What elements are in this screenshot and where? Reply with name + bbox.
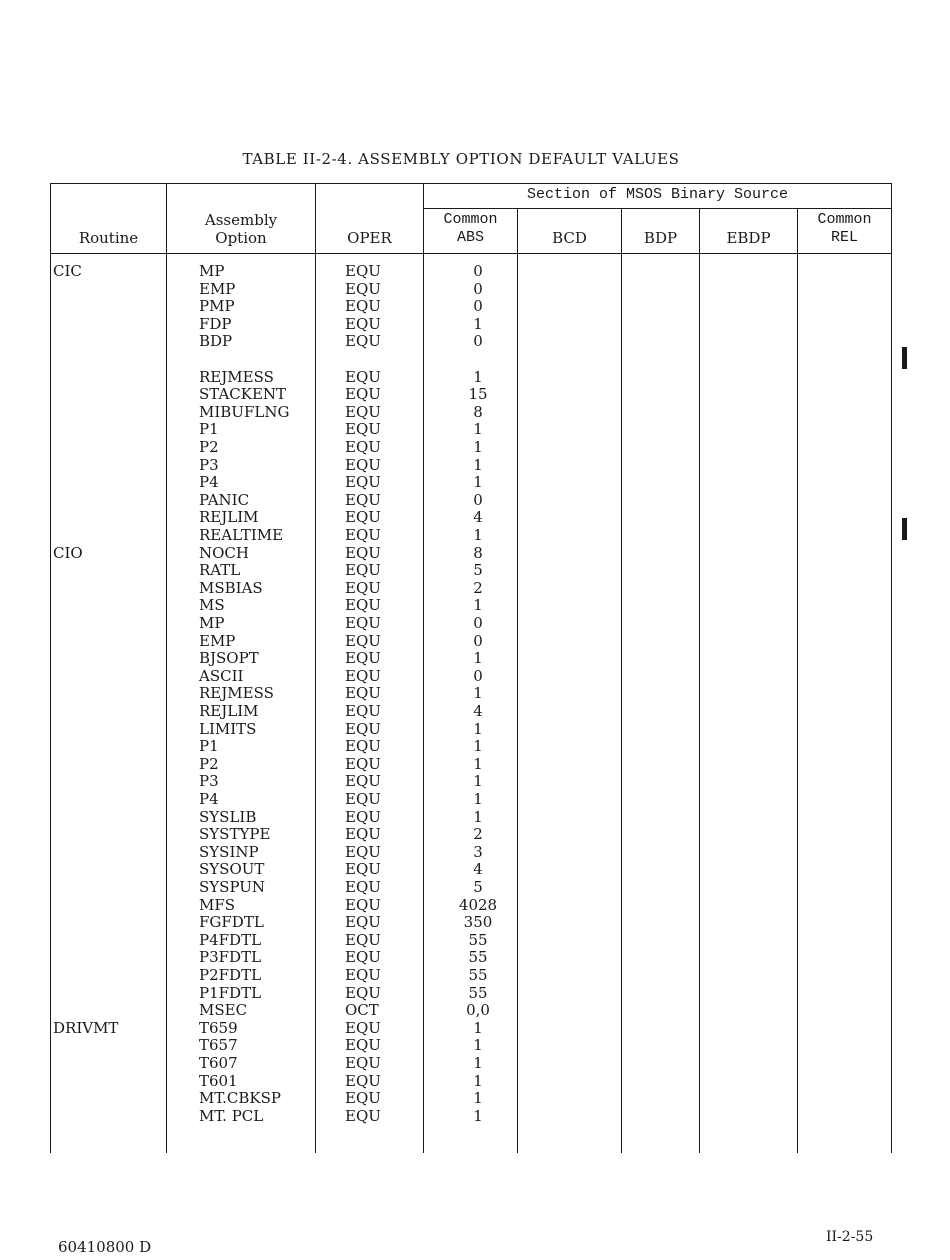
- cell-assembly-option: P1: [199, 420, 219, 439]
- cell-common-abs: 1: [473, 1036, 483, 1055]
- cell-common-abs: 4028: [458, 895, 498, 914]
- cell-assembly-option: ASCII: [199, 666, 244, 685]
- cell-oper: EQU: [345, 790, 381, 808]
- header-assembly-option-line1: Assembly: [204, 211, 278, 229]
- cell-common-abs: 0: [473, 631, 483, 650]
- cell-oper: EQU: [345, 596, 381, 615]
- cell-common-abs: 1: [473, 438, 483, 456]
- cell-oper: EQU: [345, 1018, 381, 1037]
- cell-common-abs: 1: [473, 1054, 483, 1072]
- cell-oper: EQU: [345, 842, 381, 861]
- cell-oper: EQU: [345, 314, 381, 333]
- cell-oper: EQU: [345, 895, 381, 914]
- cell-common-abs: 1: [473, 367, 483, 386]
- cell-common-abs: 0: [473, 666, 483, 685]
- cell-common-abs: 1: [473, 737, 483, 756]
- cell-assembly-option: REJMESS: [199, 684, 274, 703]
- change-bar: [902, 518, 907, 540]
- cell-assembly-option: NOCH: [199, 543, 249, 562]
- cell-common-abs: 0: [473, 614, 483, 632]
- cell-common-abs: 1: [473, 1071, 483, 1090]
- cell-assembly-option: SYSPUN: [199, 878, 266, 896]
- cell-common-abs: 1: [473, 684, 483, 703]
- cell-common-abs: 3: [473, 842, 483, 861]
- cell-oper: EQU: [345, 948, 381, 967]
- cell-common-abs: 5: [473, 561, 483, 580]
- cell-assembly-option: P4FDTL: [199, 930, 262, 949]
- cell-oper: EQU: [345, 631, 381, 650]
- cell-oper: EQU: [345, 543, 381, 562]
- cell-oper: EQU: [345, 1089, 381, 1108]
- cell-oper: EQU: [345, 297, 381, 316]
- cell-oper: EQU: [345, 649, 381, 668]
- cell-common-abs: 1: [473, 1106, 483, 1125]
- cell-common-abs: 1: [473, 772, 483, 791]
- cell-common-abs: 0: [473, 279, 483, 298]
- cell-assembly-option: SYSTYPE: [199, 825, 271, 844]
- cell-assembly-option: MT. PCL: [199, 1106, 264, 1125]
- cell-common-abs: 2: [473, 825, 483, 844]
- cell-oper: EQU: [345, 561, 381, 580]
- cell-assembly-option: T601: [199, 1071, 238, 1090]
- cell-oper: OCT: [345, 1001, 379, 1020]
- cell-oper: EQU: [345, 385, 381, 404]
- cell-assembly-option: MP: [199, 262, 225, 280]
- cell-common-abs: 1: [473, 719, 483, 738]
- cell-assembly-option: P3FDTL: [199, 948, 262, 967]
- cell-oper: EQU: [345, 772, 381, 791]
- cell-common-abs: 1: [473, 473, 483, 492]
- cell-common-abs: 0: [473, 332, 483, 351]
- cell-assembly-option: BJSOPT: [199, 649, 259, 668]
- cell-common-abs: 0: [473, 262, 483, 280]
- cell-common-abs: 15: [468, 385, 488, 404]
- cell-oper: EQU: [345, 455, 381, 474]
- header-bcd: BCD: [552, 229, 587, 247]
- header-common-abs-line2: ABS: [456, 229, 484, 246]
- cell-assembly-option: T607: [199, 1054, 238, 1072]
- cell-common-abs: 55: [468, 966, 488, 984]
- cell-common-abs: 1: [473, 790, 483, 808]
- cell-assembly-option: P2FDTL: [199, 966, 262, 984]
- cell-oper: EQU: [345, 702, 381, 720]
- cell-assembly-option: P3: [199, 455, 219, 474]
- cell-assembly-option: P1: [199, 737, 219, 756]
- cell-oper: EQU: [345, 754, 381, 773]
- cell-oper: EQU: [345, 983, 381, 1002]
- cell-oper: EQU: [345, 1106, 381, 1125]
- cell-common-abs: 0: [473, 490, 483, 509]
- cell-common-abs: 1: [473, 455, 483, 474]
- cell-oper: EQU: [345, 825, 381, 844]
- cell-assembly-option: P1FDTL: [199, 983, 262, 1002]
- table-title: TABLE II-2-4. ASSEMBLY OPTION DEFAULT VALUES: [242, 150, 680, 168]
- header-oper: OPER: [347, 229, 392, 247]
- cell-common-abs: 1: [473, 1018, 483, 1037]
- cell-assembly-option: MSEC: [199, 1001, 248, 1020]
- cell-oper: EQU: [345, 737, 381, 756]
- cell-oper: EQU: [345, 1036, 381, 1055]
- cell-common-abs: 55: [468, 983, 488, 1002]
- cell-common-abs: 55: [468, 948, 488, 967]
- cell-assembly-option: T657: [199, 1036, 238, 1055]
- cell-oper: EQU: [345, 526, 381, 544]
- cell-oper: EQU: [345, 614, 381, 632]
- cell-routine: DRIVMT: [53, 1018, 119, 1037]
- cell-common-abs: 1: [473, 314, 483, 333]
- cell-oper: EQU: [345, 367, 381, 386]
- cell-oper: EQU: [345, 508, 381, 527]
- header-bdp: BDP: [643, 229, 678, 247]
- cell-oper: EQU: [345, 438, 381, 456]
- header-routine: Routine: [78, 229, 139, 247]
- header-common-abs-line1: Common: [443, 211, 498, 228]
- cell-oper: EQU: [345, 578, 381, 597]
- cell-routine: CIC: [53, 262, 82, 280]
- header-common-rel-line2: REL: [830, 229, 858, 246]
- cell-oper: EQU: [345, 878, 381, 896]
- cell-routine: CIO: [53, 543, 83, 562]
- cell-common-abs: 5: [473, 878, 483, 896]
- cell-assembly-option: FDP: [199, 314, 232, 333]
- cell-oper: EQU: [345, 684, 381, 703]
- cell-oper: EQU: [345, 420, 381, 439]
- header-assembly-option-line2: Option: [215, 229, 267, 247]
- cell-assembly-option: REJLIM: [199, 702, 259, 720]
- page-number: II-2-55: [826, 1229, 874, 1245]
- cell-oper: EQU: [345, 807, 381, 826]
- cell-common-abs: 4: [473, 702, 483, 720]
- cell-assembly-option: P2: [199, 438, 219, 456]
- cell-assembly-option: RATL: [199, 561, 241, 580]
- cell-assembly-option: MP: [199, 614, 225, 632]
- cell-assembly-option: P2: [199, 754, 219, 773]
- cell-assembly-option: SYSLIB: [199, 807, 257, 826]
- cell-common-abs: 4: [473, 860, 483, 879]
- cell-oper: EQU: [345, 666, 381, 685]
- cell-oper: EQU: [345, 473, 381, 492]
- cell-assembly-option: P4: [199, 790, 219, 808]
- cell-assembly-option: LIMITS: [199, 719, 257, 738]
- cell-common-abs: 1: [473, 754, 483, 773]
- header-assembly-option: [167, 211, 315, 247]
- cell-assembly-option: FGFDTL: [199, 913, 264, 932]
- cell-assembly-option: MS: [199, 596, 225, 615]
- document-number: 60410800 D: [58, 1238, 152, 1256]
- cell-assembly-option: PANIC: [199, 490, 250, 509]
- cell-assembly-option: REALTIME: [199, 526, 284, 544]
- cell-oper: EQU: [345, 490, 381, 509]
- cell-oper: EQU: [345, 1054, 381, 1072]
- cell-assembly-option: MIBUFLNG: [199, 402, 290, 421]
- cell-assembly-option: SYSINP: [199, 842, 259, 861]
- cell-oper: EQU: [345, 930, 381, 949]
- cell-common-abs: 4: [473, 508, 483, 527]
- cell-assembly-option: MT.CBKSP: [199, 1089, 282, 1108]
- header-common-abs: [424, 211, 517, 247]
- cell-assembly-option: BDP: [199, 332, 233, 351]
- cell-oper: EQU: [345, 332, 381, 351]
- cell-assembly-option: T659: [199, 1018, 238, 1037]
- cell-assembly-option: MFS: [199, 895, 236, 914]
- cell-common-abs: 8: [473, 543, 483, 562]
- cell-assembly-option: STACKENT: [199, 385, 287, 404]
- cell-assembly-option: REJLIM: [199, 508, 259, 527]
- cell-common-abs: 0,0: [466, 1001, 490, 1020]
- cell-oper: EQU: [345, 402, 381, 421]
- cell-assembly-option: REJMESS: [199, 367, 274, 386]
- cell-oper: EQU: [345, 279, 381, 298]
- cell-assembly-option: SYSOUT: [199, 860, 265, 879]
- header-ebdp: EBDP: [726, 229, 771, 247]
- cell-common-abs: 1: [473, 1089, 483, 1108]
- cell-oper: EQU: [345, 913, 381, 932]
- cell-oper: EQU: [345, 719, 381, 738]
- cell-assembly-option: EMP: [199, 631, 236, 650]
- cell-oper: EQU: [345, 1071, 381, 1090]
- cell-assembly-option: P4: [199, 473, 219, 492]
- header-common-rel-line1: Common: [817, 211, 872, 228]
- cell-common-abs: 1: [473, 526, 483, 544]
- cell-oper: EQU: [345, 262, 381, 280]
- cell-oper: EQU: [345, 966, 381, 984]
- cell-common-abs: 1: [473, 596, 483, 615]
- cell-common-abs: 2: [473, 578, 483, 597]
- cell-assembly-option: MSBIAS: [199, 578, 263, 597]
- cell-common-abs: 8: [473, 402, 483, 421]
- cell-common-abs: 0: [473, 297, 483, 316]
- cell-common-abs: 1: [473, 649, 483, 668]
- change-bar: [902, 347, 907, 369]
- header-common-rel: [798, 211, 891, 247]
- cell-oper: EQU: [345, 860, 381, 879]
- cell-assembly-option: P3: [199, 772, 219, 791]
- cell-common-abs: 1: [473, 807, 483, 826]
- cell-assembly-option: EMP: [199, 279, 236, 298]
- cell-common-abs: 55: [468, 930, 488, 949]
- header-section-group: Section of MSOS Binary Source: [526, 186, 789, 203]
- cell-common-abs: 350: [463, 913, 493, 932]
- cell-common-abs: 1: [473, 420, 483, 439]
- cell-assembly-option: PMP: [199, 297, 235, 316]
